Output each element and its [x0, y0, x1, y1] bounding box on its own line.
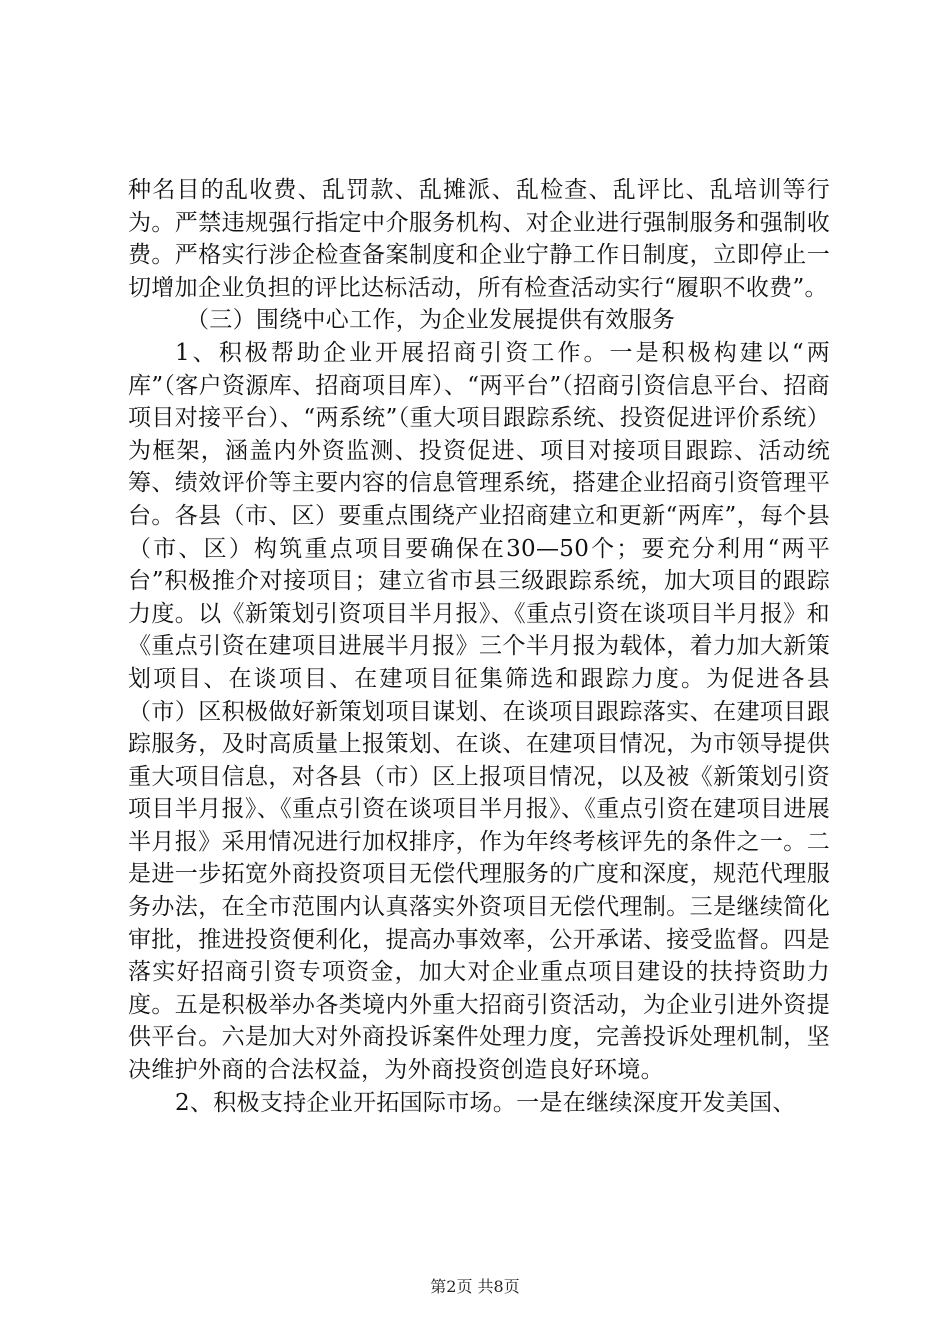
document-body — [128, 174, 830, 1119]
paragraph-international-market: 2、积极支持企业开拓国际市场。一是在继续深度开发美国、 — [175, 1089, 796, 1116]
section-heading: （三）围绕中心工作，为企业发展提供有效服务 — [186, 307, 676, 334]
page-number-footer: 第2页 共8页 — [430, 1277, 520, 1296]
paragraph-investment-attraction: 1、积极帮助企业开展招商引资工作。一是积极构建以“两库”（客户资源库、招商项目库）、“两平台”（招商引资信息平台、招商项目对接平台）、“两系统”（重大项目跟踪系统、投资促进评价系统）为框架，涵盖内外资监测、投资促进、项目对接项目跟踪、活动统筹、绩效评价等主要内容的信息管理系统，搭建企业招商引资管理平台。各县（市、区）要重点围绕产业招商建立和更新“两库”，每个县（市、区）构筑重点项目要确保在30—50个；要充分利用“两平台”积极推介对接项目；建立省市县三级跟踪系统，加大项目的跟踪力度。以《新策划引资项目半月报》、《重点引资在谈项目半月报》和《重点引资在建项目进展半月报》三个半月报为载体，着力加大新策划项目、在谈项目、在建项目征集筛选和跟踪力度。为促进各县（市）区积极做好新策划项目谋划、在谈项目跟踪落实、在建项目跟踪服务，及时高质量上报策划、在谈、在建项目情况，为市领导提供重大项目信息，对各县（市）区上报项目情况，以及被《新策划引资项目半月报》、《重点引资在谈项目半月报》、《重点引资在建项目进展半月报》采用情况进行加权排序，作为年终考核评先的条件之一。二是进一步拓宽外商投资项目无偿代理服务的广度和深度，规范代理服务办法，在全市范围内认真落实外资项目无偿代理制。三是继续简化审批，推进投资便利化，提高办事效率，公开承诺、接受监督。四是落实好招商引资专项资金，加大对企业重点项目建设的扶持资助力度。五是积极举办各类境内外重大招商引资活动，为企业引进外资提供平台。六是加大对外商投诉案件处理力度，完善投诉处理机制，坚决维护外商的合法权益，为外商投资创造良好环境。 — [128, 339, 830, 1084]
paragraph-continuation: 种名目的乱收费、乱罚款、乱摊派、乱检查、乱评比、乱培训等行为。严禁违规强行指定中介服务机构、对企业进行强制服务和强制收费。严格实行涉企检查备案制度和企业宁静工作日制度，立即停止一切增加企业负担的评比达标活动，所有检查活动实行“履职不收费”。 — [128, 177, 830, 301]
